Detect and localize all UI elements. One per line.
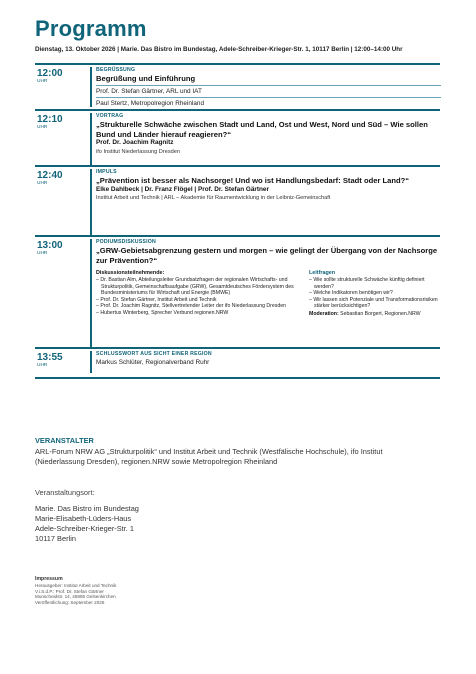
questions-column (309, 269, 441, 318)
slot-speaker: Prof. Dr. Stefan Gärtner, ARL und IAT (96, 87, 202, 95)
program-slot-2 (35, 109, 440, 165)
slot-speaker: Paul Stertz, Metropolregion Rheinland (96, 99, 204, 107)
slot-divider (90, 239, 92, 347)
slot-kicker: BEGRÜSSUNG (96, 67, 136, 73)
slot-affiliation: Institut Arbeit und Technik | ARL – Akademie für Raumentwicklung in der Leibniz-Gemeinschaft (96, 195, 331, 201)
slot-content (96, 169, 441, 202)
venue-label: Veranstaltungsort: (35, 488, 95, 497)
organizer-heading: VERANSTALTER (35, 436, 94, 445)
venue-line: Marie-Elisabeth-Lüders-Haus (35, 514, 132, 523)
slot-rule (96, 97, 441, 98)
program-slot-1 (35, 63, 440, 109)
moderation-label: Moderation: (309, 310, 339, 317)
program-slot-4 (35, 235, 440, 349)
list-item: – Wie sollte strukturelle Schwäche künftig definiert werden? (309, 277, 425, 290)
slot-time-unit: UHR (37, 251, 48, 256)
slot-content (96, 351, 441, 367)
moderator-name: Sebastian Borgert, Regionen.NRW (340, 310, 421, 317)
slot-headline: Begrüßung und Einführung (96, 74, 196, 83)
impressum-text (35, 583, 116, 605)
slot-divider (90, 169, 92, 235)
slot-kicker: IMPULS (96, 169, 117, 175)
moderation-line (309, 311, 441, 318)
slot-divider (90, 67, 92, 107)
slot-content (96, 67, 441, 108)
impressum-heading: Impressum (35, 576, 63, 582)
impressum-line: Herausgeber: Institut Arbeit und Technik (35, 583, 117, 588)
slot-speaker: Prof. Dr. Joachim Ragnitz (96, 139, 174, 146)
slot-content (96, 113, 441, 156)
list-item: – Wir lassen sich Potenziale und Transformationsrisiken stärker berücksichtigen? (309, 296, 438, 310)
program-slot-5 (35, 347, 440, 379)
impressum-line: V.i.S.d.P.: Prof. Dr. Stefan Gärtner (35, 588, 104, 594)
slot-time-unit: UHR (37, 79, 48, 84)
slot-kicker: VORTRAG (96, 113, 124, 119)
slot-time-unit: UHR (37, 125, 48, 130)
slot-time: 13:00 (37, 240, 63, 251)
participants-heading: Diskussionsteilnehmende: (96, 270, 165, 276)
organizer-text: ARL-Forum NRW AG „Strukturpolitik“ und Institut Arbeit und Technik (Westfälische Hochschule), ifo Institut (Niederlassung Dresden), regionen.NRW sowie Metropolregion Rheinland (35, 447, 383, 466)
venue-line: Marie. Das Bistro im Bundestag (35, 504, 139, 513)
slot-speaker: Elke Dahlbeck | Dr. Franz Flögel | Prof. Dr. Stefan Gärtner (96, 185, 269, 193)
program-slot-3 (35, 165, 440, 235)
participants-list (96, 277, 296, 317)
slot-headline: „GRW-Gebietsabgrenzung gestern und morgen – wie gelingt der Übergang von der Nachsorge zur Prävention?“ (96, 246, 438, 265)
slot-time-unit: UHR (37, 181, 48, 186)
page-title: Programm (35, 16, 147, 41)
slot-time: 12:10 (37, 114, 63, 125)
list-item: – Prof. Dr. Stefan Gärtner, Institut Arbeit und Technik (96, 296, 217, 303)
slot-kicker: SCHLUSSWORT AUS SICHT EINER REGION (96, 351, 212, 357)
impressum-line: Veröffentlichung: September 2026 (35, 599, 105, 605)
participants-column (96, 269, 296, 317)
event-subline: Dienstag, 13. Oktober 2026 | Marie. Das Bistro im Bundestag, Adele-Schreiber-Krieger-Str. 1, 10117 Berlin | 12:00–14:00 Uhr (35, 46, 403, 53)
slot-rule (96, 85, 441, 86)
slot-headline: „Strukturelle Schwäche zwischen Stadt und Land, Ost und West, Nord und Süd – Wie sollen Bund und Länder hierauf reagieren?“ (96, 120, 428, 139)
slot-affiliation: ifo Institut Niederlassung Dresden (96, 148, 180, 155)
slot-time: 13:55 (37, 352, 63, 363)
venue-line: 10117 Berlin (35, 534, 76, 543)
slot-divider (90, 351, 92, 373)
questions-heading: Leitfragen (309, 270, 336, 276)
slot-time: 12:40 (37, 170, 63, 181)
slot-time: 12:00 (37, 68, 63, 79)
slot-headline: „Prävention ist besser als Nachsorge! Und wo ist Handlungsbedarf: Stadt oder Land?“ (96, 176, 410, 185)
venue-line: Adele-Schreiber-Krieger-Str. 1 (35, 524, 134, 533)
list-item: – Prof. Dr. Joachim Ragnitz, Stellvertretender Leiter der ifo Niederlassung Dresden (96, 303, 287, 310)
slot-time-unit: UHR (37, 363, 48, 368)
impressum-line: Munscheidstr. 14, 45886 Gelsenkirchen (35, 594, 116, 600)
venue-address (35, 504, 139, 544)
slot-divider (90, 113, 92, 165)
slot-kicker: PODIUMSDISKUSSION (96, 239, 156, 245)
slot-speaker: Markus Schlüter, Regionalverband Ruhr (96, 359, 210, 366)
questions-list (309, 277, 441, 310)
list-item: – Dr. Bastian Alm, Abteilungsleiter Grundsatzfragen der regionalen Wirtschafts- und Strukturpolitik, Gemeinschaftsaufgabe (GRW), Gesamtdeutsches Fördersystem des Bundesministeriums für Wirtschaft und Energie (BMWE) (96, 277, 294, 297)
list-item: – Hubertus Winterberg, Sprecher Verbund regionen.NRW (96, 309, 229, 316)
list-item: – Welche Indikatoren benötigen wir? (309, 290, 393, 297)
